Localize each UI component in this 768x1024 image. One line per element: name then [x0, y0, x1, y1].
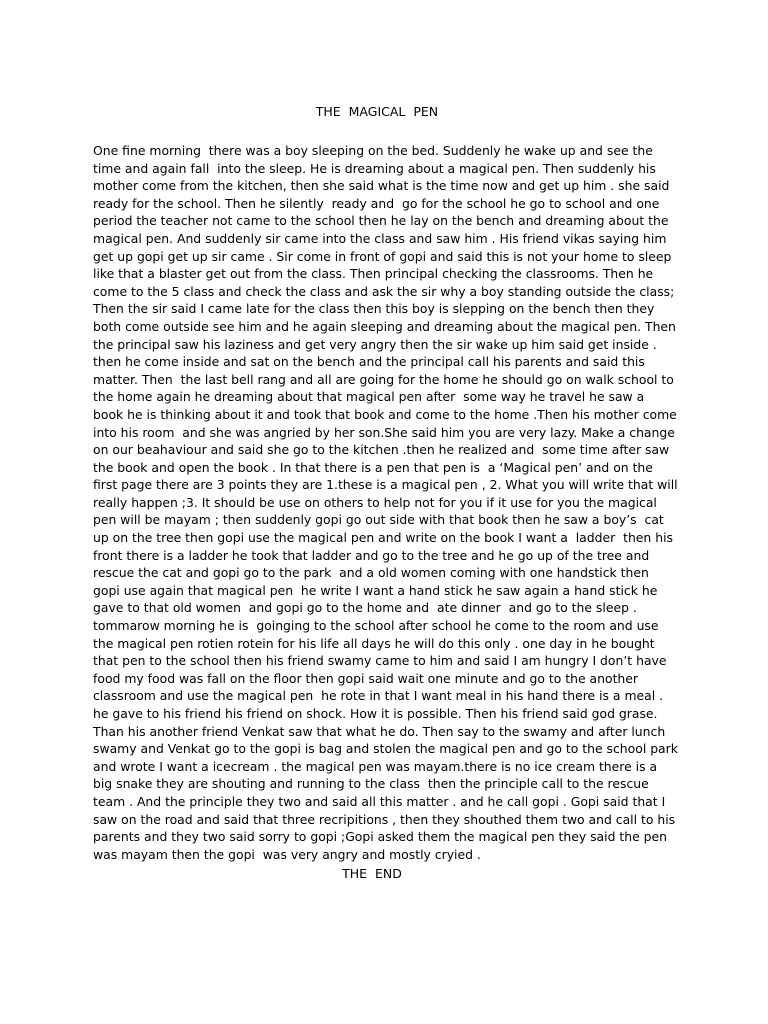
end-text: THE END: [342, 866, 402, 881]
story-paragraph: One fine morning there was a boy sleeping on the bed. Suddenly he wake up and see the time and again fall into the sleep. He is dreaming about a magical pen. Then suddenly his mother come from the kitchen, then she said what is the time now and get up him . she said ready for the school. Then he silently ready and go for the school he go to school and one period the teacher not came to the school then he lay on the bench and dreaming about the magical pen. And suddenly sir came into the class and saw him . His friend vikas saying him get up gopi get up sir came . Sir come in front of gopi and said this is not your home to sleep like that a blaster get out from the class. Then principal checking the classrooms. Then he come to the 5 class and check the class and ask the sir why a boy standing outside the class; Then the sir said I came late for the class then this boy is slepping on the bench then they both come outside see him and he again sleeping and dreaming about the magical pen. Then the principal saw his laziness and get very angry then the sir wake up him said get inside . then he come inside and sat on the bench and the principal call his parents and said this matter. Then the last bell rang and all are going for the home he should go on walk school to the home again he dreaming about that magical pen after some way he travel he saw a book he is thinking about it and took that book and come to the home .Then his mother come into his room and she was angried by her son.She said him you are very lazy. Make a change on our beahaviour and said she go to the kitchen .then he realized and some time after saw the book and open the book . In that there is a pen that pen is a ‘Magical pen’ and on the first page there are 3 points they are 1.these is a magical pen , 2. What you will write that will really happen ;3. It should be use on others to help not for you if it use for you the magical pen will be mayam ; then suddenly gopi go out side with that book then he saw a boy’s cat up on the tree then gopi use the magical pen and write on the book I want a ladder then his front there is a ladder he took that ladder and go to the tree and he go up of the tree and rescue the cat and gopi go to the park and a old women coming with one handstick then gopi use again that magical pen he write I want a hand stick he saw again a hand stick he gave to that old women and gopi go to the home and ate dinner and go to the sleep . tommarow morning he is goinging to the school after school he come to the room and use the magical pen rotien rotein for his life all days he will do this only . one day in he bought that pen to the school then his friend swamy came to him and said I am hungry I don’t have food my food was fall on the floor then gopi said wait one minute and go to the another classroom and use the magical pen he rote in that I want meal in his hand there is a meal . he gave to his friend his friend on shock. How it is possible. Then his friend said god grase. Than his another friend Venkat saw that what he do. Then say to the swamy and after lunch swamy and Venkat go to the gopi is bag and stolen the magical pen and go to the school park and wrote I want a icecream . the magical pen was mayam.there is no ice cream there is a big snake they are shouting and running to the class then the principle call to the rescue team . And the principle they two and said all this matter . and he call gopi . Gopi said that I saw on the road and said that three recripitions , then they shouthed them two and call to his parents and they two said sorry to gopi ;Gopi asked them the magical pen they said the pen was mayam then the gopi was very angry and mostly cryied .: [93, 143, 682, 862]
title-text: THE MAGICAL PEN: [315, 104, 439, 119]
document-title: [0, 88, 768, 136]
end-marker: [0, 850, 768, 898]
